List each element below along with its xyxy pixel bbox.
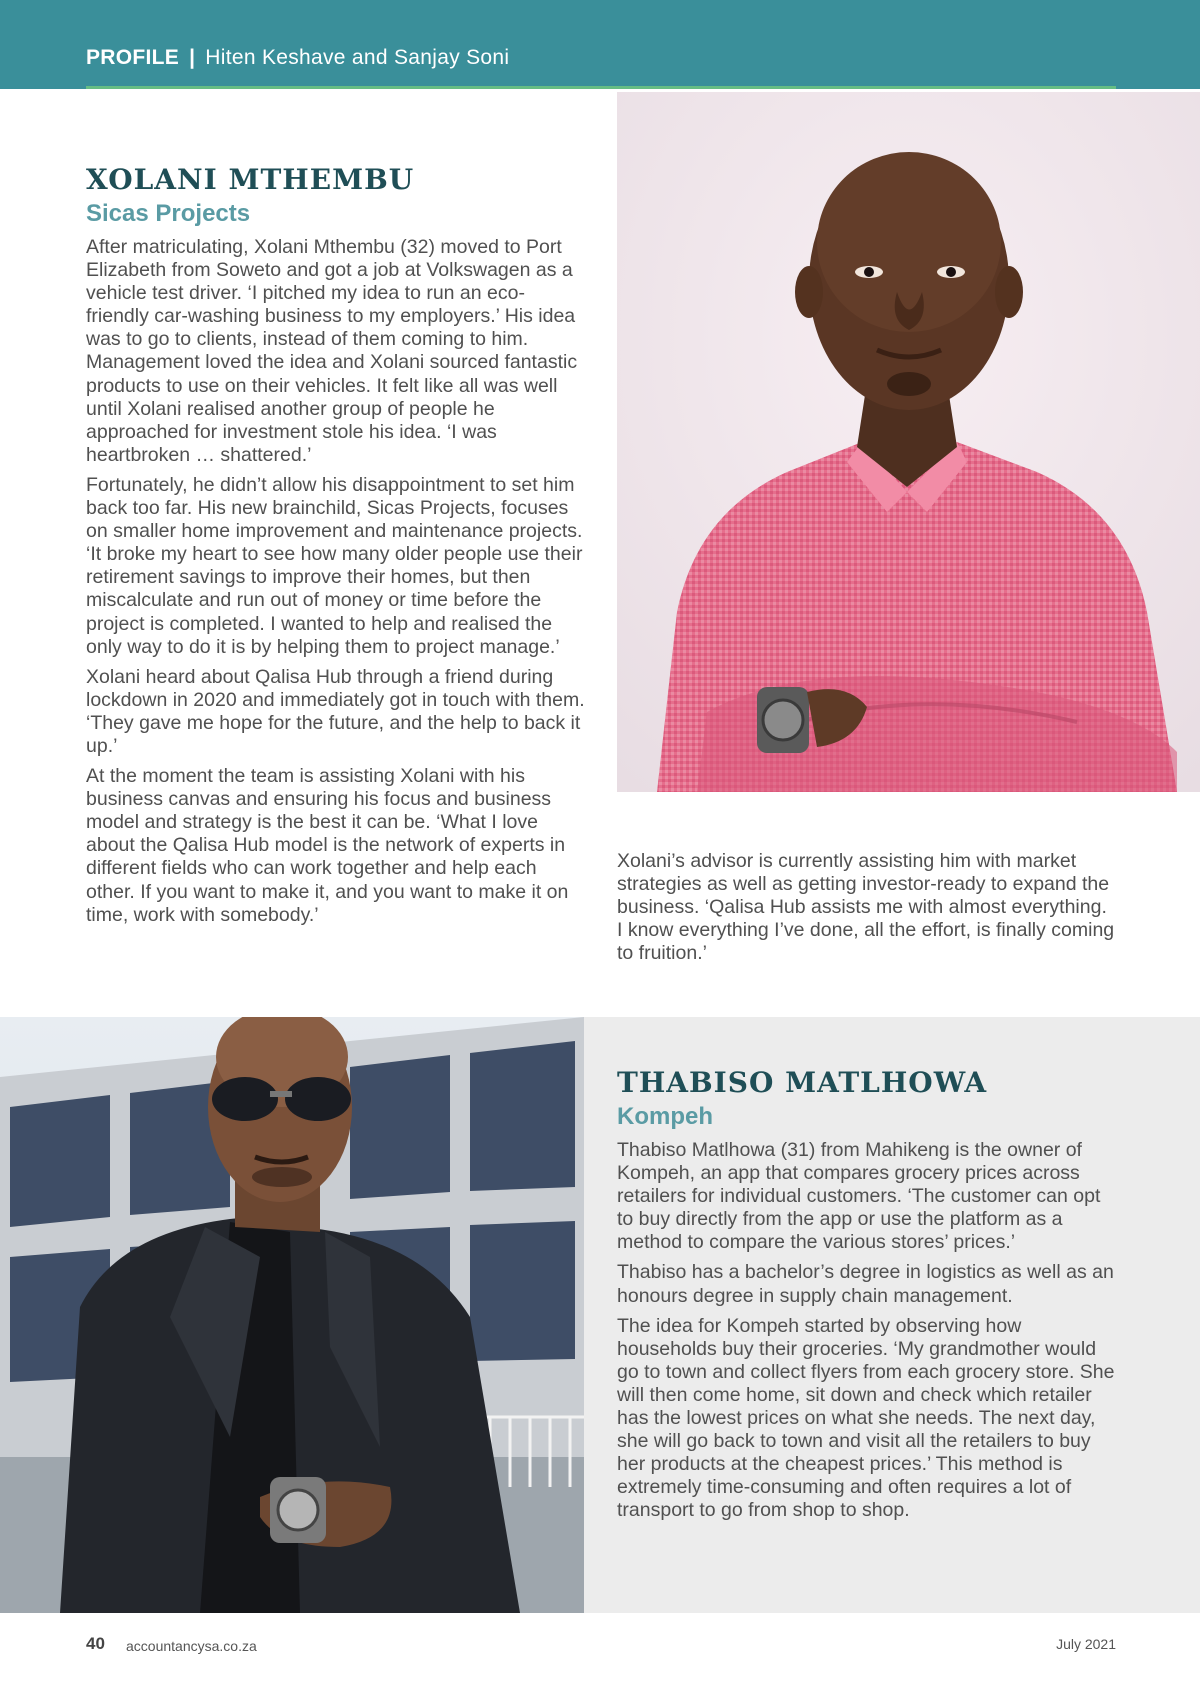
header-authors: Hiten Keshave and Sanjay Soni <box>205 46 510 69</box>
footer-website: accountancysa.co.za <box>126 1638 257 1654</box>
page-number: 40 <box>86 1634 105 1653</box>
profile-paragraph: Xolani’s advisor is currently assisting him with market strategies as well as getting investor-ready to expand the business. ‘Qalisa Hub assists me with almost everything. I know everything I’ve done, all the effort, is finally coming to fruition.’ <box>617 850 1115 965</box>
profile-company: Kompeh <box>617 1103 713 1130</box>
profile-thabiso <box>617 1066 1117 1523</box>
profile-paragraph: Xolani heard about Qalisa Hub through a friend during lockdown in 2020 and immediately got in touch with them. ‘They gave me hope for the future, and the help to back it up.’ <box>86 665 585 757</box>
profile-paragraph: Thabiso Matlhowa (31) from Mahikeng is the owner of Kompeh, an app that compares grocery prices across retailers for individual customers. ‘The customer can opt to buy directly from the app or use the platform as a method to compare the various stores’ prices.’ <box>617 1139 1101 1254</box>
profile-name: XOLANI MTHEMBU <box>86 163 415 196</box>
page-header <box>0 0 1200 89</box>
xolani-portrait-photo <box>617 92 1200 792</box>
profile-paragraph: At the moment the team is assisting Xolani with his business canvas and ensuring his focus and business model and strategy is the best it can be. ‘What I love about the Qalisa Hub model is the network of experts in different fields who can work together and help each other. If you want to make it, and you want to make it on time, work with somebody.’ <box>86 765 569 926</box>
profile-name: THABISO MATLHOWA <box>617 1066 988 1099</box>
header-separator: | <box>189 46 196 69</box>
profile-paragraph: Fortunately, he didn’t allow his disappointment to set him back too far. His new brainchild, Sicas Projects, focuses on smaller home improvement and maintenance projects. ‘It broke my heart to see how many older people use their retirement savings to improve their homes, but then miscalculate and run out of money or time before the project is completed. I wanted to help and realised the only way to do it is by helping them to project manage.’ <box>86 473 583 658</box>
header-accent-line <box>86 86 1116 89</box>
profile-paragraph: After matriculating, Xolani Mthembu (32) moved to Port Elizabeth from Soweto and got a job at Volkswagen as a vehicle test driver. ‘I pitched my idea to run an eco-friendly car-washing business to my employers.’ His idea was to go to clients, instead of them coming to him. Management loved the idea and Xolani sourced fantastic products to use on their vehicles. It felt like all was well until Xolani realised another group of people he approached for investment stole his idea. ‘I was heartbroken … shattered.’ <box>86 236 578 466</box>
section-label: PROFILE <box>86 46 180 69</box>
thabiso-portrait-photo <box>0 1017 584 1613</box>
profile-company: Sicas Projects <box>86 200 251 227</box>
profile-xolani-continued <box>617 843 1117 965</box>
profile-xolani <box>86 163 586 927</box>
profile-paragraph: The idea for Kompeh started by observing how households buy their groceries. ‘My grandmother would go to town and collect flyers from each grocery store. She will then come home, sit down and check which retailer has the lowest prices on what she needs. The next day, she will go back to town and visit all the retailers to buy her products at the cheapest prices.’ This method is extremely time-consuming and often requires a lot of transport to go from shop to shop. <box>617 1314 1115 1522</box>
footer-date: July 2021 <box>1056 1636 1116 1652</box>
header-title <box>86 46 509 70</box>
profile-paragraph: Thabiso has a bachelor’s degree in logistics as well as an honours degree in supply chain management. <box>617 1261 1114 1307</box>
